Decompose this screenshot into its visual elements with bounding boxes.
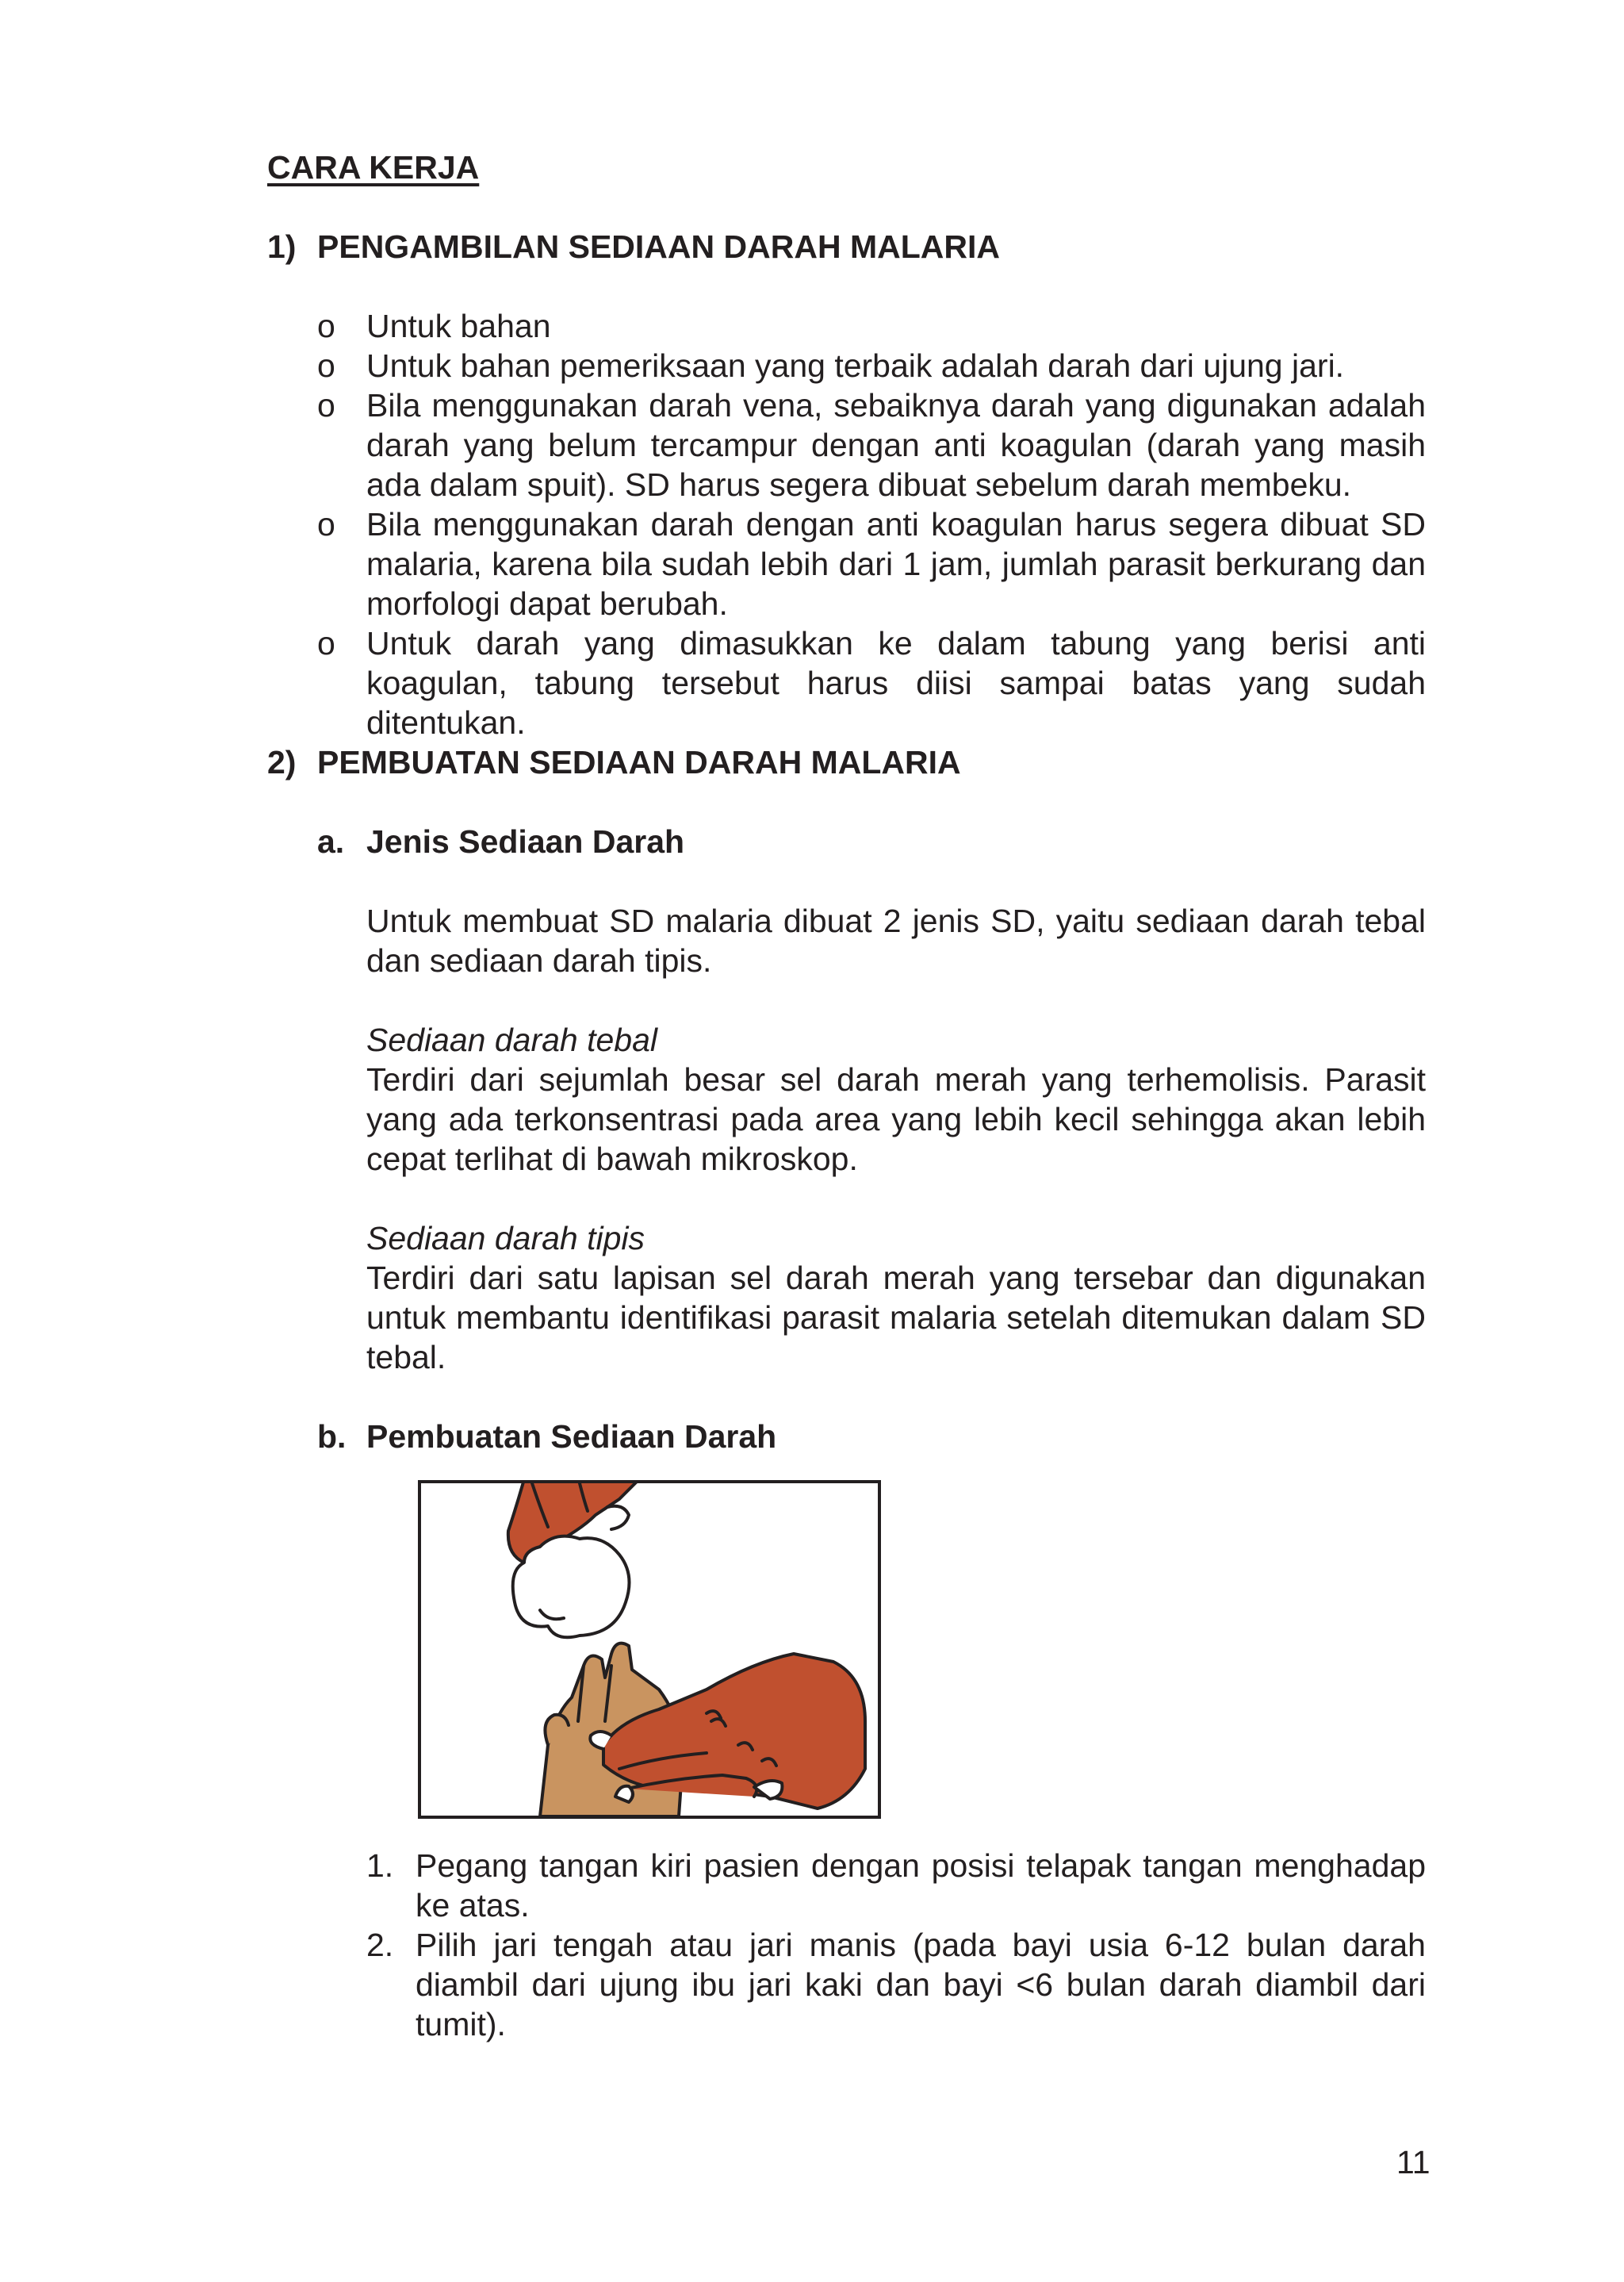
bullet-marker: o — [317, 387, 335, 424]
bullet-item: Bila menggunakan darah vena, sebaiknya darah yang digunakan adalah darah yang belum tercampur dengan anti koagulan (darah yang masih ada dalam spuit). SD harus segera dibuat sebelum darah membeku. — [366, 387, 1426, 503]
hand-illustration — [418, 1480, 881, 1819]
subsection-b-letter: b. — [317, 1418, 347, 1455]
section-2-number: 2) — [267, 744, 297, 780]
bullet-item: Bila menggunakan darah dengan anti koagulan harus segera dibuat SD malaria, karena bila sudah lebih dari 1 jam, jumlah parasit berkurang dan morfologi dapat berubah. — [366, 506, 1426, 622]
paragraph-intro: Untuk membuat SD malaria dibuat 2 jenis SD, yaitu sediaan darah tebal dan sediaan darah tipis. — [366, 903, 1426, 979]
thick-smear-title: Sediaan darah tebal — [366, 1022, 658, 1058]
bullet-item: Untuk bahan — [366, 308, 551, 344]
hands-cotton-drawing — [421, 1483, 878, 1816]
thin-smear-text: Terdiri dari satu lapisan sel darah merah yang tersebar dan digunakan untuk membantu identifikasi parasit malaria setelah ditemukan dalam SD tebal. — [366, 1260, 1426, 1375]
subsection-a-title: Jenis Sediaan Darah — [366, 823, 685, 860]
bullet-marker: o — [317, 506, 335, 543]
step-number: 2. — [366, 1927, 394, 1963]
subsection-b-title: Pembuatan Sediaan Darah — [366, 1418, 777, 1455]
bullet-marker: o — [317, 308, 335, 344]
bullet-marker: o — [317, 347, 335, 384]
step-text: Pegang tangan kiri pasien dengan posisi telapak tangan menghadap ke atas. — [416, 1847, 1426, 1923]
section-2-title: PEMBUATAN SEDIAAN DARAH MALARIA — [317, 744, 961, 780]
bullet-item: Untuk bahan pemeriksaan yang terbaik adalah darah dari ujung jari. — [366, 347, 1345, 384]
step-text: Pilih jari tengah atau jari manis (pada bayi usia 6-12 bulan darah diambil dari ujung ibu jari kaki dan bayi <6 bulan darah diambil dari tumit). — [416, 1927, 1426, 2042]
bullet-item: Untuk darah yang dimasukkan ke dalam tabung yang berisi anti koagulan, tabung tersebut harus diisi sampai batas yang sudah ditentukan. — [366, 625, 1426, 741]
page-number: 11 — [1396, 2144, 1431, 2180]
thick-smear-text: Terdiri dari sejumlah besar sel darah merah yang terhemolisis. Parasit yang ada terkonsentrasi pada area yang lebih kecil sehingga akan lebih cepat terlihat di bawah mikroskop. — [366, 1061, 1426, 1177]
cotton-ball — [513, 1536, 630, 1638]
page-heading: CARA KERJA — [267, 149, 480, 186]
step-number: 1. — [366, 1847, 394, 1884]
section-1-title: PENGAMBILAN SEDIAAN DARAH MALARIA — [317, 228, 1000, 265]
subsection-a-letter: a. — [317, 823, 345, 860]
thin-smear-title: Sediaan darah tipis — [366, 1220, 645, 1256]
section-1-number: 1) — [267, 228, 297, 265]
bullet-marker: o — [317, 625, 335, 662]
